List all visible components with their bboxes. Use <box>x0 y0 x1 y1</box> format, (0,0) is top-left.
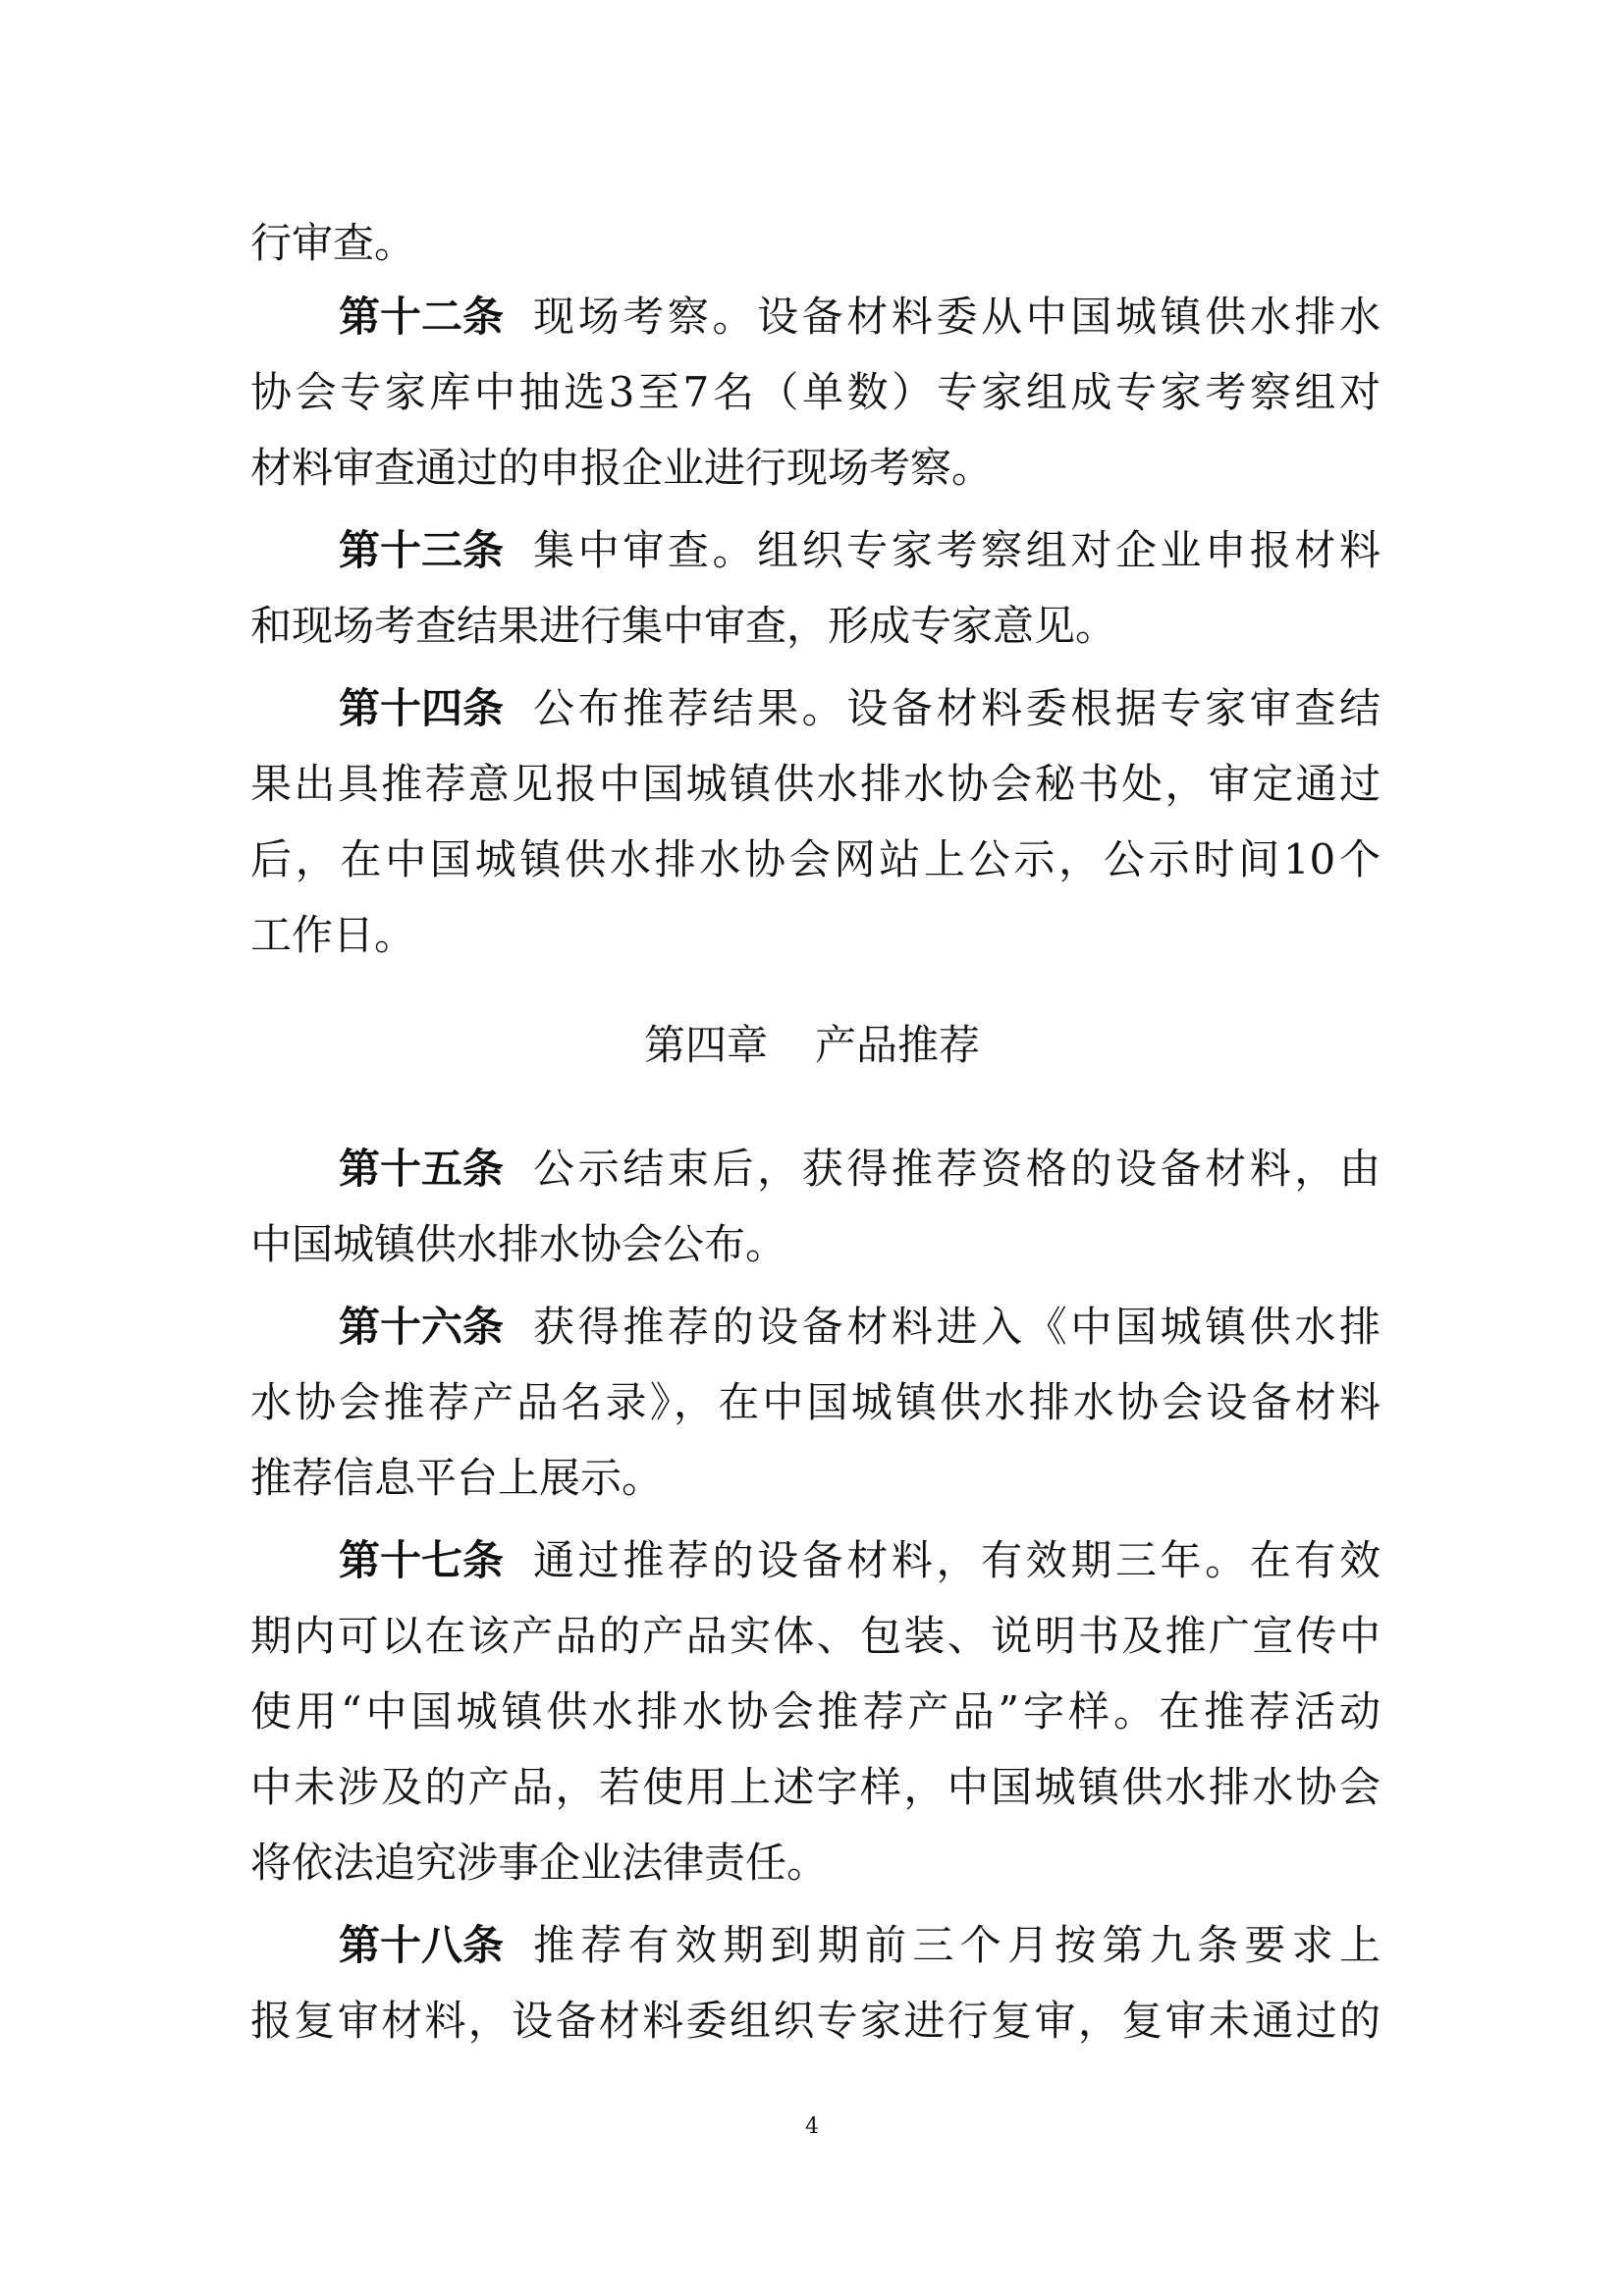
article-12-line-2 <box>0 363 1624 422</box>
text-line <box>0 214 1624 273</box>
chapter-title: 产品推荐 <box>815 1021 981 1069</box>
article-16-label: 第十六条 <box>339 1303 505 1351</box>
article-14-line-1 <box>0 679 1624 738</box>
article-17-label: 第十七条 <box>339 1536 505 1584</box>
article-17-line-2 <box>0 1607 1624 1666</box>
article-18-text: 推荐有效期到期前三个月按第九条要求上 <box>533 1921 1380 1969</box>
article-16-text: 水协会推荐产品名录》，在中国城镇供水排水协会设备材料 <box>250 1378 1380 1426</box>
article-18-line-1 <box>0 1916 1624 1975</box>
article-17-line-3 <box>0 1682 1624 1741</box>
article-17-line-5 <box>0 1834 1624 1893</box>
article-13-text: 和现场考查结果进行集中审查，形成专家意见。 <box>250 602 1117 650</box>
article-16-text: 推荐信息平台上展示。 <box>250 1454 664 1502</box>
chapter-heading <box>0 1016 1624 1075</box>
article-14-text: 后，在中国城镇供水排水协会网站上公示，公示时间10个 <box>250 835 1380 883</box>
article-16-line-3 <box>0 1449 1624 1508</box>
article-12-text: 协会专家库中抽选3至7名（单数）专家组成专家考察组对 <box>250 368 1380 416</box>
article-13-line-2 <box>0 597 1624 656</box>
article-14-line-3 <box>0 830 1624 889</box>
article-18-line-2 <box>0 1992 1624 2051</box>
article-14-line-2 <box>0 755 1624 814</box>
article-15-text: 中国城镇供水排水协会公布。 <box>250 1220 787 1268</box>
article-15-label: 第十五条 <box>339 1145 505 1193</box>
article-18-label: 第十八条 <box>339 1921 505 1969</box>
article-16-line-2 <box>0 1373 1624 1432</box>
article-13-label: 第十三条 <box>339 526 505 574</box>
article-17-line-1 <box>0 1531 1624 1590</box>
article-12-label: 第十二条 <box>339 293 505 341</box>
article-15-text: 公示结束后，获得推荐资格的设备材料，由 <box>533 1145 1380 1193</box>
article-14-text: 工作日。 <box>250 911 416 959</box>
article-16-line-1 <box>0 1298 1624 1357</box>
article-17-text: 使用“中国城镇供水排水协会推荐产品”字样。在推荐活动 <box>250 1687 1380 1735</box>
article-13-line-1 <box>0 521 1624 580</box>
article-12-line-1 <box>0 288 1624 347</box>
article-13-text: 集中审查。组织专家考察组对企业申报材料 <box>533 526 1380 574</box>
article-17-text: 中未涉及的产品，若使用上述字样，中国城镇供水排水协会 <box>250 1763 1380 1811</box>
article-16-text: 获得推荐的设备材料进入《中国城镇供水排 <box>533 1303 1380 1351</box>
article-14-line-4 <box>0 906 1624 965</box>
article-15-line-1 <box>0 1140 1624 1199</box>
article-17-line-4 <box>0 1758 1624 1817</box>
article-17-text: 通过推荐的设备材料，有效期三年。在有效 <box>533 1536 1380 1584</box>
article-17-text: 期内可以在该产品的产品实体、包装、说明书及推广宣传中 <box>250 1612 1380 1660</box>
article-12-text: 现场考察。设备材料委从中国城镇供水排水 <box>533 293 1380 341</box>
article-18-text: 报复审材料，设备材料委组织专家进行复审，复审未通过的 <box>250 1997 1380 2045</box>
article-14-text: 公布推荐结果。设备材料委根据专家审查结 <box>533 684 1380 732</box>
article-14-label: 第十四条 <box>339 684 505 732</box>
chapter-number: 第四章 <box>643 1021 768 1069</box>
continuation-text: 行审查。 <box>250 219 416 267</box>
article-17-text: 将依法追究涉事企业法律责任。 <box>250 1839 829 1887</box>
article-12-text: 材料审查通过的申报企业进行现场考察。 <box>250 444 994 492</box>
article-15-line-2 <box>0 1215 1624 1274</box>
article-14-text: 果出具推荐意见报中国城镇供水排水协会秘书处，审定通过 <box>250 760 1380 808</box>
article-12-line-3 <box>0 439 1624 498</box>
page-number: 4 <box>805 2114 819 2139</box>
